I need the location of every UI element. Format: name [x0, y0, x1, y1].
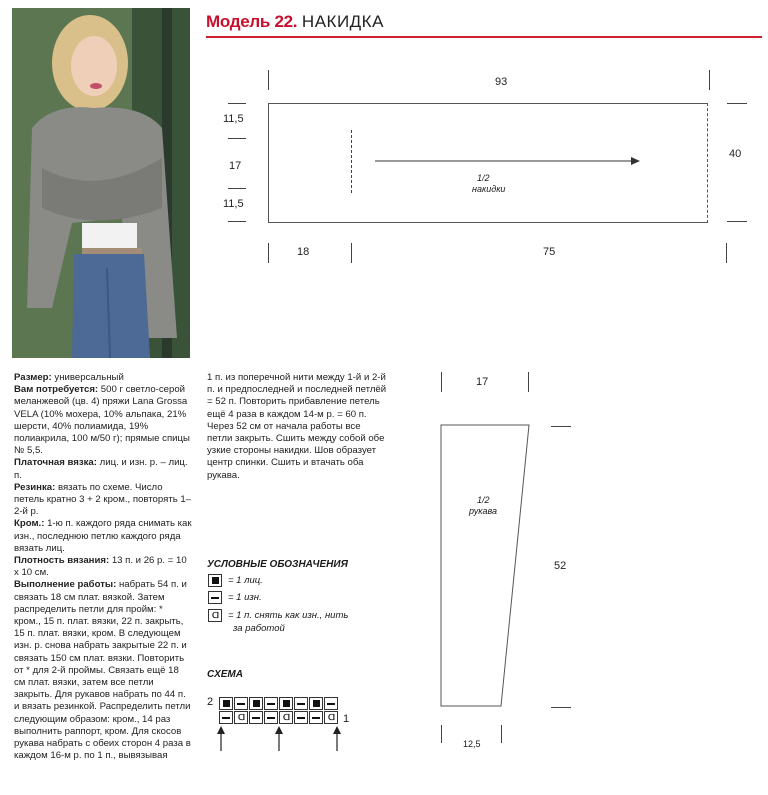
tick [228, 188, 246, 189]
legend-title: УСЛОВНЫЕ ОБОЗНАЧЕНИЯ [207, 559, 348, 570]
tick [268, 243, 269, 263]
sleeve-height-label: 52 [554, 560, 567, 572]
sleeve-outline [440, 424, 532, 708]
purl-cell [264, 697, 278, 710]
purl-cell [249, 711, 263, 724]
legend-slip-text-2: за работой [233, 623, 285, 634]
purl-cell [264, 711, 278, 724]
tick [268, 70, 269, 90]
materials-paragraph: Вам потребуется: 500 г светло-серой меланжевой (цв. 4) пряжи Lana Grossa VELA (10% мохера, 10% альпака, 21% шерсти, 40% полиамида, 19% полиакрила, 100 м/50 г); прямые спицы № 5,5. [14, 384, 190, 457]
sleeve-label-fraction: 1/2 [477, 495, 490, 505]
knit-cell [279, 697, 293, 710]
tick [551, 707, 571, 708]
title-dot: . [292, 12, 298, 31]
slip-cell: ᑕI [279, 711, 293, 724]
armhole-marker [351, 130, 352, 193]
scheme-arrows [213, 726, 348, 752]
knit-cell [309, 697, 323, 710]
scheme-row-1-label: 1 [343, 713, 350, 725]
sleeve-label-name: рукава [469, 506, 497, 516]
gauge-paragraph: Плотность вязания: 13 п. и 26 р. = 10 х 10 см. [14, 555, 187, 579]
sleeve-bottom-label: 12,5 [463, 739, 481, 749]
cape-bottom-left-label: 18 [297, 246, 310, 258]
rib-paragraph: Резинка: вязать по схеме. Число петель кратно 3 + 2 кром., повторять 1–2-й р. [14, 481, 192, 518]
cape-height-label: 40 [729, 148, 742, 160]
tick [351, 243, 352, 263]
repeat-end-arrow-icon [333, 726, 341, 751]
purl-cell [234, 697, 248, 710]
tick [228, 103, 246, 104]
legend-purl-text: = 1 изн. [228, 592, 262, 603]
woman-in-grey-cape-image [12, 8, 190, 358]
repeat-mid-arrow-icon [275, 726, 283, 751]
purl-cell [294, 711, 308, 724]
model-name: НАКИДКА [301, 12, 384, 31]
tick [551, 426, 571, 427]
instructions-column-2: 1 п. из поперечной нити между 1-й и 2-й п. и предпоследней и последней петлёй = 52 п. Повторить прибавление петель ещё 4 раза в каждом 14-м р. = 60 п. Через 52 см от начала работы все петли закрыть. Сшить между собой обе узкие стороны накидки. Шов образует центр спинки. Сшить и втачать оба рукава. [207, 372, 387, 481]
cape-label-fraction: 1/2 [477, 173, 490, 183]
cape-left-mid-label: 17 [229, 160, 242, 172]
tick [727, 221, 747, 222]
slip-cell: ᑕI [234, 711, 248, 724]
instructions-column-1 [14, 372, 192, 763]
stitch-paragraph: Платочная вязка: лиц. и изн. р. – лиц. п. [14, 457, 188, 481]
cape-left-top-label: 11,5 [223, 113, 244, 125]
knit-cell [249, 697, 263, 710]
purl-symbol-icon [208, 591, 222, 604]
direction-arrow-icon [375, 156, 640, 166]
page-title [206, 12, 384, 32]
work-paragraph: Выполнение работы: набрать 54 п. и связать 18 см плат. вязкой. Затем распределить петли для пройм: * кром., 15 п. плат. вязки, 22 п. закрыть, 15 п. плат. вязки, кром. В следующем изн. р. снова набрать закрытые 22 п. и связать 150 см плат. вязки. Повторить от * для 2-й проймы. Связать ещё 18 см плат. вязки, затем все петли закрыть. Для рукавов набрать по 44 п. и вязать резинкой. Распределить петли следующим образом: кром., 14 раз выполнить раппорт, кром. Для скосов рукава набрать с обеих сторон 4 раза в каждом 16-м р. по 1 п., вывязывая [14, 579, 191, 762]
tick [727, 103, 747, 104]
edge-paragraph: Кром.: 1-ю п. каждого ряда снимать как изн., последнюю петлю каждого ряда вязать лиц. [14, 518, 192, 554]
sleeve-top-label: 17 [476, 376, 489, 388]
cape-width-label: 93 [495, 76, 508, 88]
tick [528, 372, 529, 392]
slip-symbol-icon: ᑕI [208, 609, 222, 622]
repeat-start-arrow-icon [217, 726, 225, 751]
tick [228, 138, 246, 139]
purl-cell [219, 711, 233, 724]
purl-cell [324, 697, 338, 710]
knit-symbol-icon [208, 574, 222, 587]
tick [501, 725, 502, 743]
model-label: Модель 22 [206, 12, 293, 31]
cape-label-name: накидки [472, 184, 506, 194]
title-underline [206, 36, 762, 38]
purl-cell [309, 711, 323, 724]
purl-cell [294, 697, 308, 710]
slip-cell: ᑕI [324, 711, 338, 724]
tick [709, 70, 710, 90]
legend-slip-text: = 1 п. снять как изн., нить [228, 610, 349, 621]
tick [441, 372, 442, 392]
scheme-row-2-label: 2 [207, 696, 214, 708]
cape-bottom-right-label: 75 [543, 246, 556, 258]
cape-left-bottom-label: 11,5 [223, 198, 244, 210]
scheme-title: СХЕМА [207, 669, 243, 680]
tick [228, 221, 246, 222]
model-photo [12, 8, 190, 358]
legend-knit-text: = 1 лиц. [228, 575, 263, 586]
tick [726, 243, 727, 263]
knit-cell [219, 697, 233, 710]
tick [441, 725, 442, 743]
size-paragraph: Размер: универсальный [14, 372, 124, 383]
